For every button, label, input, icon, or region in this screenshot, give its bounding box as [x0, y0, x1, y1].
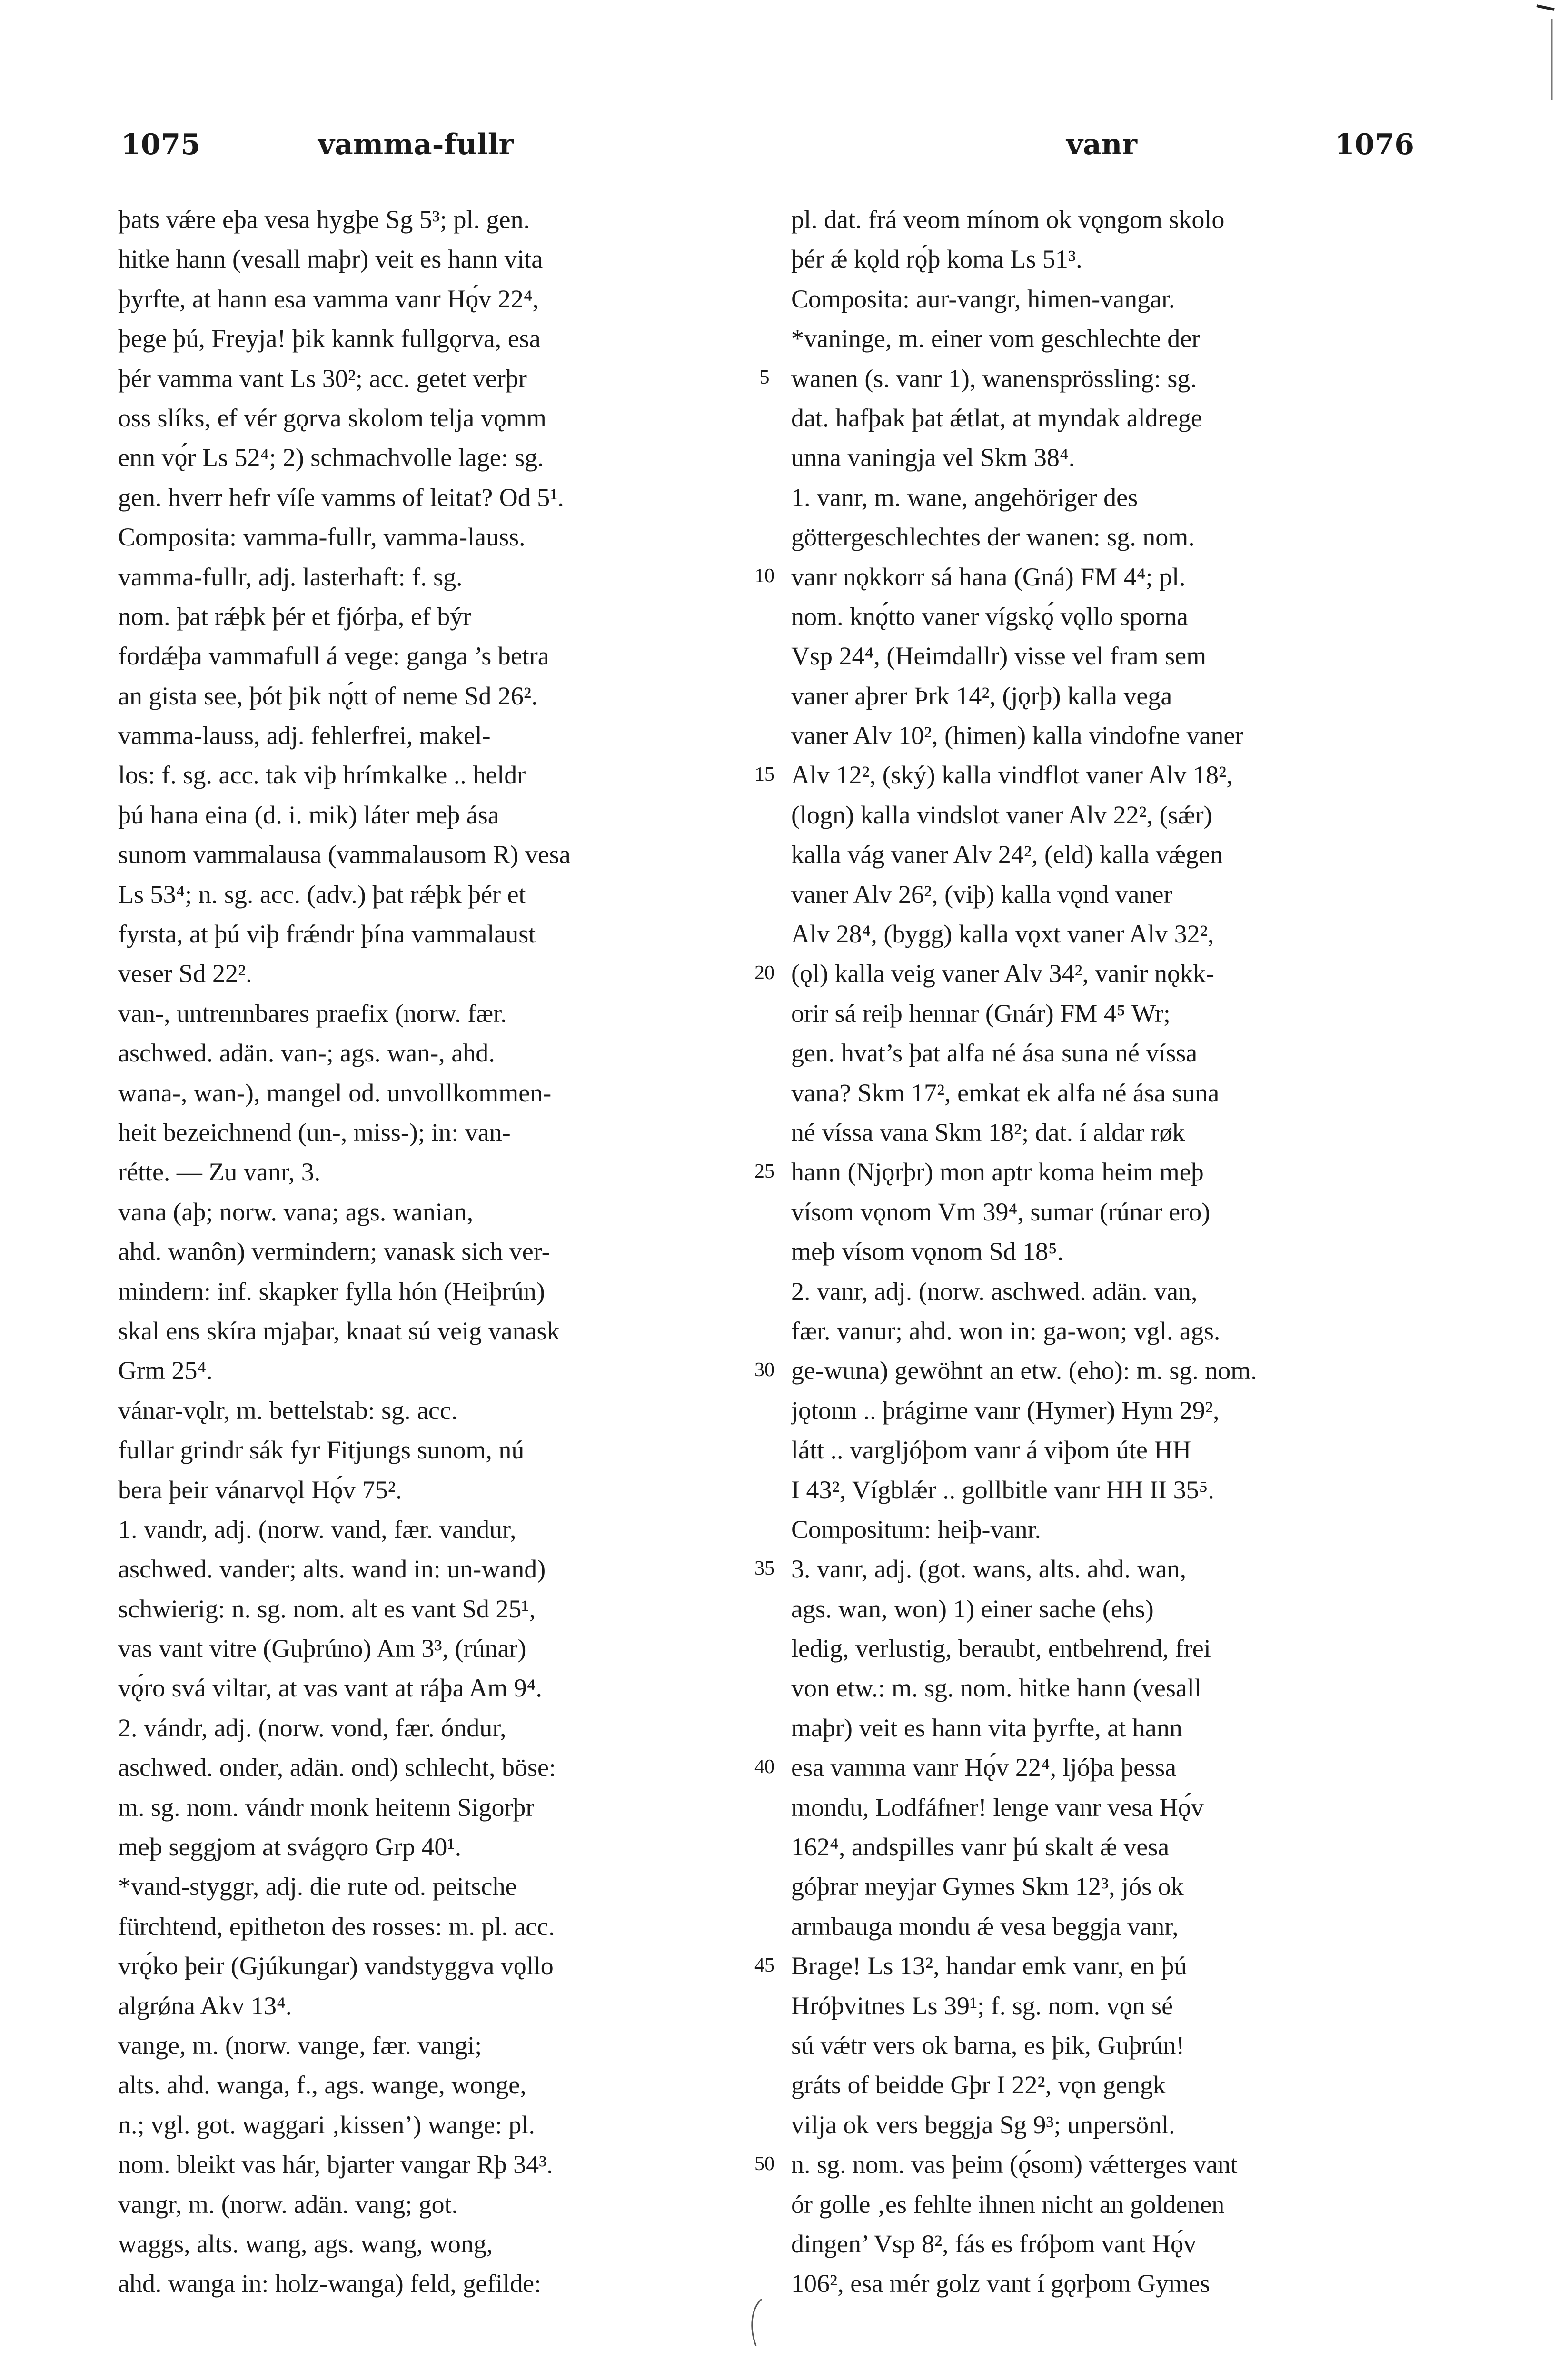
right-column-line: ags. wan, won) 1) einer sache (ehs)	[791, 1594, 1154, 1623]
right-column-line: unna vaningja vel Skm 38⁴.	[791, 443, 1075, 472]
right-column-line: 1. vanr, m. wane, angehöriger des	[791, 483, 1138, 512]
left-column-line: vǫ́ro svá viltar, at vas vant at ráþa Am 9⁴.	[118, 1674, 542, 1703]
left-column-line: þyrfte, at hann esa vamma vanr Hǫ́v 22⁴,	[118, 284, 539, 313]
right-column-line: Vsp 24⁴, (Heimdallr) visse vel fram sem	[791, 642, 1207, 671]
left-column-line: nom. bleikt vas hár, bjarter vangar Rþ 34³.	[118, 2150, 553, 2179]
line-number: 5	[759, 366, 770, 388]
left-column-line: m. sg. nom. vándr monk heitenn Sigorþr	[118, 1793, 535, 1822]
left-column-line: sunom vammalausa (vammalausom R) vesa	[118, 840, 571, 869]
right-column-line: Hróþvitnes Ls 39¹; f. sg. nom. vǫn sé	[791, 1991, 1173, 2020]
right-column-line: ge-wuna) gewöhnt an etw. (eho): m. sg. nom.	[791, 1356, 1257, 1385]
page-number-right: 1076	[1335, 128, 1414, 161]
right-column-line: (logn) kalla vindslot vaner Alv 22², (sǽr)	[791, 800, 1212, 829]
running-headword-right: vanr	[1066, 128, 1137, 161]
left-column-line: skal ens skíra mjaþar, knaat sú veig vanask	[118, 1316, 560, 1345]
line-number: 30	[754, 1359, 774, 1381]
left-column-line: vamma-fullr, adj. lasterhaft: f. sg.	[118, 562, 463, 591]
left-column-line: þats vǽre eþa vesa hygþe Sg 5³; pl. gen.	[118, 205, 530, 234]
left-column-line: 1. vandr, adj. (norw. vand, fær. vandur,	[118, 1515, 516, 1544]
line-number: 10	[754, 565, 774, 587]
left-column-line: ahd. wanga in: holz-wanga) feld, gefilde:	[118, 2269, 542, 2298]
right-column-line: 106², esa mér golz vant í gǫrþom Gymes	[791, 2269, 1211, 2298]
left-column-line: wana-, wan-), mangel od. unvollkommen-	[118, 1078, 552, 1107]
left-column-line: schwierig: n. sg. nom. alt es vant Sd 25¹,	[118, 1594, 536, 1623]
left-column-line: gen. hverr hefr víſe vamms of leitat? Od 5¹.	[118, 483, 564, 512]
right-column-line: vaner Alv 10², (himen) kalla vindofne vaner	[791, 721, 1244, 750]
left-column-line: aschwed. adän. van-; ags. wan-, ahd.	[118, 1039, 495, 1068]
left-column-line: n.; vgl. got. waggari ‚kissen’) wange: pl.	[118, 2110, 535, 2139]
left-column	[118, 200, 737, 2304]
left-column-line: Ls 53⁴; n. sg. acc. (adv.) þat rǽþk þér et	[118, 880, 526, 909]
right-column-line: ór golle ‚es fehlte ihnen nicht an goldenen	[791, 2190, 1225, 2219]
pencil-mark	[743, 2294, 771, 2351]
left-column-line: fordǽþa vammafull á vege: ganga ’s betra	[118, 642, 549, 671]
line-number: 45	[754, 1954, 774, 1976]
left-column-line: algrǿna Akv 13⁴.	[118, 1991, 292, 2020]
right-column-line: Brage! Ls 13², handar emk vanr, en þú	[791, 1952, 1187, 1981]
right-column-line: n. sg. nom. vas þeim (ǫ́som) vǽtterges vant	[791, 2150, 1238, 2179]
right-column-line: von etw.: m. sg. nom. hitke hann (vesall	[791, 1674, 1201, 1703]
left-column-line: rétte. — Zu vanr, 3.	[118, 1158, 321, 1187]
left-column-line: Grm 25⁴.	[118, 1356, 213, 1385]
right-column-line: armbauga mondu ǽ vesa beggja vanr,	[791, 1912, 1179, 1941]
left-column-line: vangr, m. (norw. adän. vang; got.	[118, 2190, 458, 2219]
left-column-line: ahd. wanôn) vermindern; vanask sich ver-	[118, 1237, 550, 1266]
right-column-line: gen. hvat’s þat alfa né ása suna né víssa	[791, 1039, 1198, 1068]
right-column-line: þér ǽ kǫld rǫ́þ koma Ls 51³.	[791, 245, 1082, 274]
right-column-line: Composita: aur-vangr, himen-vangar.	[791, 284, 1175, 313]
right-column-line: jǫtonn .. þrágirne vanr (Hymer) Hym 29²,	[791, 1396, 1220, 1425]
right-column-line: kalla vág vaner Alv 24², (eld) kalla vǽgen	[791, 840, 1223, 869]
line-number: 20	[754, 962, 774, 984]
left-column-line: 2. vándr, adj. (norw. vond, fær. óndur,	[118, 1713, 506, 1742]
right-column-line: hann (Njǫrþr) mon aptr koma heim meþ	[791, 1158, 1204, 1187]
right-column-line: 2. vanr, adj. (norw. aschwed. adän. van,	[791, 1277, 1198, 1306]
right-column-line: né víssa vana Skm 18²; dat. í aldar røk	[791, 1118, 1185, 1147]
line-number: 40	[754, 1755, 774, 1778]
left-column-line: veser Sd 22².	[118, 959, 252, 988]
left-column-line: fyrsta, at þú viþ frǽndr þína vammalaust	[118, 920, 536, 949]
left-column-line: Composita: vamma-fullr, vamma-lauss.	[118, 523, 526, 552]
left-column-line: oss slíks, ef vér gǫrva skolom telja vǫmm	[118, 403, 546, 432]
left-column-line: þér vamma vant Ls 30²; acc. getet verþr	[118, 364, 527, 393]
right-column-line: Alv 28⁴, (bygg) kalla vǫxt vaner Alv 32²,	[791, 920, 1214, 949]
right-column-line: gráts of beidde Gþr I 22², vǫn gengk	[791, 2071, 1166, 2100]
left-column-line: meþ seggjom at svágǫro Grp 40¹.	[118, 1833, 462, 1862]
left-column-line: þege þú, Freyja! þik kannk fullgǫrva, esa	[118, 324, 541, 353]
right-column-line: pl. dat. frá veom mínom ok vǫngom skolo	[791, 205, 1225, 234]
left-column-line: fullar grindr sák fyr Fitjungs sunom, nú	[118, 1436, 525, 1465]
left-column-line: mindern: inf. skapker fylla hón (Heiþrún)	[118, 1277, 545, 1306]
right-column-line: maþr) veit es hann vita þyrfte, at hann	[791, 1713, 1182, 1742]
left-column-line: waggs, alts. wang, ags. wang, wong,	[118, 2229, 493, 2258]
line-number: 35	[754, 1557, 774, 1579]
right-column-line: dat. hafþak þat ǽtlat, at myndak aldrege	[791, 403, 1202, 432]
left-column-line: an gista see, þót þik nǫ́tt of neme Sd 26².	[118, 681, 538, 710]
left-column-line: vange, m. (norw. vange, fær. vangi;	[118, 2031, 482, 2060]
right-column-line: vaner aþrer Þrk 14², (jǫrþ) kalla vega	[791, 681, 1172, 710]
left-column-line: aschwed. vander; alts. wand in: un-wand)	[118, 1555, 546, 1584]
right-column-line: góþrar meyjar Gymes Skm 12³, jós ok	[791, 1872, 1184, 1901]
right-column-line: vísom vǫnom Vm 39⁴, sumar (rúnar ero)	[791, 1197, 1211, 1226]
left-column-line: vana (aþ; norw. vana; ags. wanian,	[118, 1197, 474, 1226]
left-column-line: vamma-lauss, adj. fehlerfrei, makel-	[118, 721, 491, 750]
right-column-line: sú vǽtr vers ok barna, es þik, Guþrún!	[791, 2031, 1185, 2060]
right-column-line: (ǫl) kalla veig vaner Alv 34², vanir nǫkk-	[791, 959, 1214, 988]
left-column-line: fürchtend, epitheton des rosses: m. pl. acc.	[118, 1912, 555, 1941]
left-column-line: vrǫ́ko þeir (Gjúkungar) vandstyggva vǫllo	[118, 1952, 554, 1981]
left-column-line: alts. ahd. wanga, f., ags. wange, wonge,	[118, 2071, 526, 2100]
right-column-line: *vaninge, m. einer vom geschlechte der	[791, 324, 1201, 353]
page-edge-mark	[1533, 0, 1558, 105]
left-column-line: vánar-vǫlr, m. bettelstab: sg. acc.	[118, 1396, 458, 1425]
line-number: 25	[754, 1160, 774, 1182]
right-column-line: látt .. vargljóþom vanr á viþom úte HH	[791, 1436, 1191, 1465]
right-column-line: fær. vanur; ahd. won in: ga-won; vgl. ags.	[791, 1316, 1221, 1345]
right-column-line: vana? Skm 17², emkat ek alfa né ása suna	[791, 1078, 1220, 1107]
right-column-line: vilja ok vers beggja Sg 9³; unpersönl.	[791, 2110, 1175, 2139]
right-column-line: I 43², Vígblǽr .. gollbitle vanr HH II 35⁵.	[791, 1475, 1214, 1504]
left-column-line: hitke hann (vesall maþr) veit es hann vita	[118, 245, 543, 274]
left-column-line: van-, untrennbares praefix (norw. fær.	[118, 999, 507, 1028]
left-column-line: enn vǫ́r Ls 52⁴; 2) schmachvolle lage: sg.	[118, 443, 544, 472]
right-column-line: 162⁴, andspilles vanr þú skalt ǽ vesa	[791, 1833, 1170, 1862]
right-column-line: meþ vísom vǫnom Sd 18⁵.	[791, 1237, 1064, 1266]
right-column-line: orir sá reiþ hennar (Gnár) FM 4⁵ Wr;	[791, 999, 1171, 1028]
right-column-line: esa vamma vanr Hǫ́v 22⁴, ljóþa þessa	[791, 1753, 1177, 1782]
line-number: 15	[754, 763, 774, 785]
left-column-line: nom. þat rǽþk þér et fjórþa, ef býr	[118, 602, 472, 631]
right-column	[791, 200, 1424, 2304]
left-column-line: heit bezeichnend (un-, miss-); in: van-	[118, 1118, 511, 1147]
left-column-line: *vand-styggr, adj. die rute od. peitsche	[118, 1872, 517, 1901]
right-column-line: Alv 12², (ský) kalla vindflot vaner Alv 18²,	[791, 761, 1233, 790]
right-column-line: vaner Alv 26², (viþ) kalla vǫnd vaner	[791, 880, 1172, 909]
right-column-line: 3. vanr, adj. (got. wans, alts. ahd. wan,	[791, 1555, 1187, 1584]
left-column-line: bera þeir vánarvǫl Hǫ́v 75².	[118, 1475, 402, 1504]
right-column-line: mondu, Lodfáfner! lenge vanr vesa Hǫ́v	[791, 1793, 1204, 1822]
running-headword-left: vamma-fullr	[318, 128, 514, 161]
right-column-line: Compositum: heiþ-vanr.	[791, 1515, 1041, 1544]
left-column-line: los: f. sg. acc. tak viþ hrímkalke .. heldr	[118, 761, 526, 790]
left-column-line: þú hana eina (d. i. mik) láter meþ ása	[118, 800, 499, 829]
right-column-line: ledig, verlustig, beraubt, entbehrend, frei	[791, 1634, 1211, 1663]
right-column-line: dingen’ Vsp 8², fás es fróþom vant Hǫ́v	[791, 2229, 1197, 2258]
left-column-line: vas vant vitre (Guþrúno) Am 3³, (rúnar)	[118, 1634, 526, 1663]
page-number-left: 1075	[121, 128, 200, 161]
right-column-line: göttergeschlechtes der wanen: sg. nom.	[791, 523, 1195, 552]
right-column-line: wanen (s. vanr 1), wanensprössling: sg.	[791, 364, 1197, 393]
right-column-line: vanr nǫkkorr sá hana (Gná) FM 4⁴; pl.	[791, 562, 1186, 591]
left-column-line: aschwed. onder, adän. ond) schlecht, böse:	[118, 1753, 556, 1782]
right-column-line: nom. knǫ́tto vaner vígskǫ́ vǫllo sporna	[791, 602, 1188, 631]
line-number: 50	[754, 2152, 774, 2175]
